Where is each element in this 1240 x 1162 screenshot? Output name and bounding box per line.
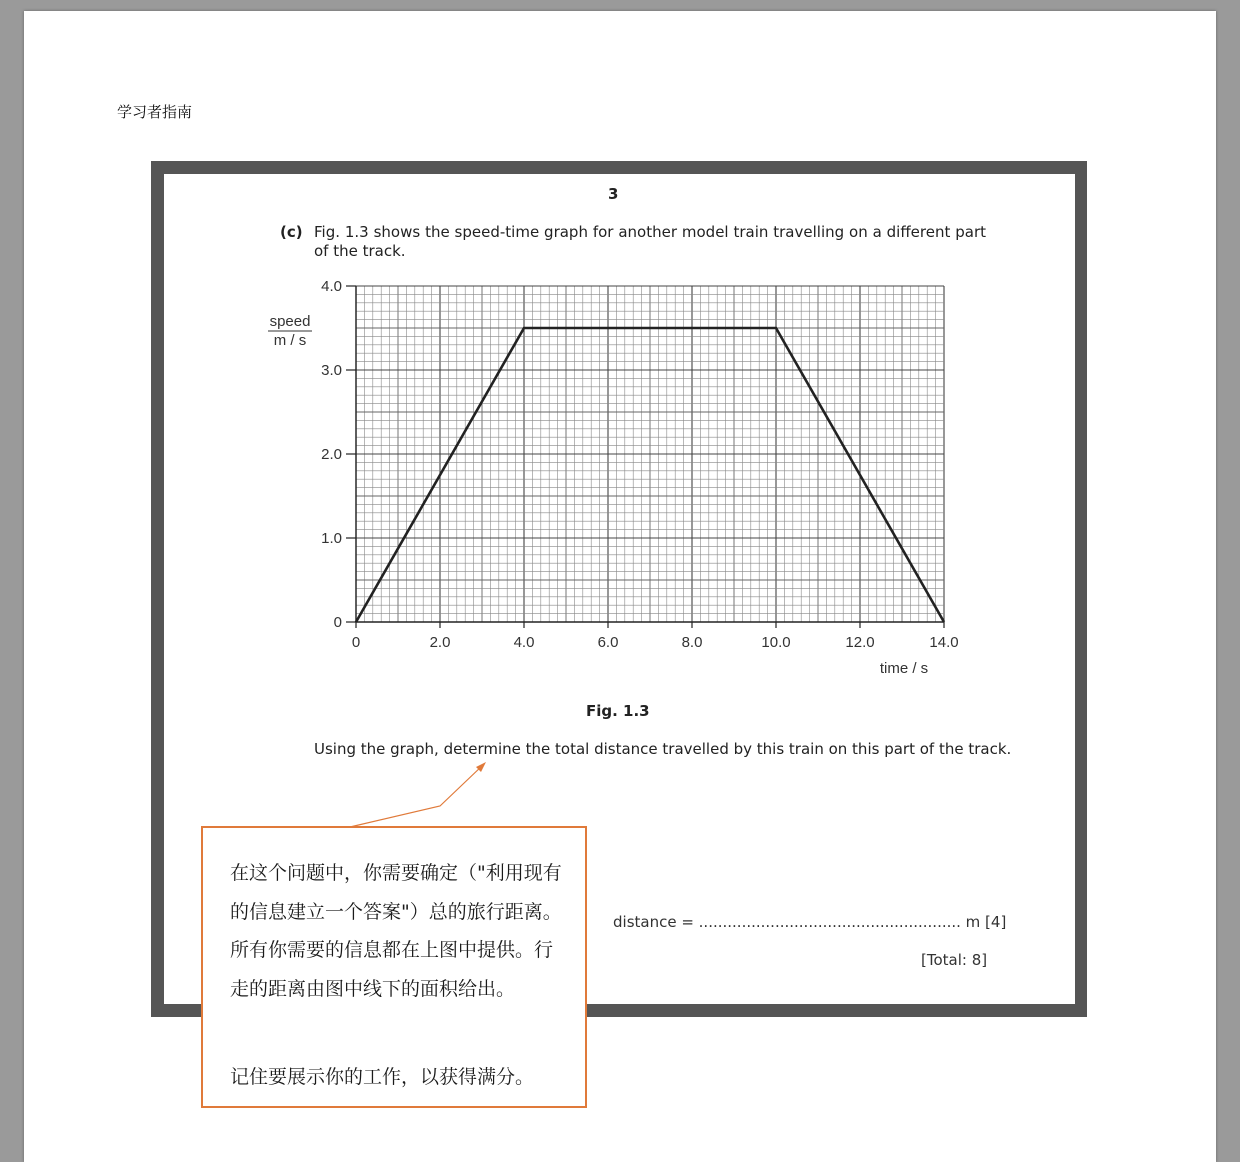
y-axis-label-numerator: speed	[269, 313, 311, 330]
total-marks: [Total: 8]	[921, 951, 988, 969]
x-tick-label: 0	[351, 634, 361, 651]
callout-paragraph-1: 在这个问题中，你需要确定（"利用现有的信息建立一个答案"）总的旅行距离。所有你需要的信息都在上图中提供。行走的距离由图中线下的面积给出。	[230, 862, 562, 1000]
callout-pointer-line	[350, 765, 483, 827]
exam-page-number: 3	[608, 185, 619, 203]
x-tick-label: 8.0	[681, 634, 703, 651]
y-tick-label: 3.0	[321, 362, 342, 379]
question-instruction: Using the graph, determine the total distance travelled by this train on this part of the track.	[314, 740, 1012, 758]
question-text: Fig. 1.3 shows the speed-time graph for another model train travelling on a different part of the track.	[314, 223, 986, 260]
question-label: (c)	[280, 223, 303, 241]
y-tick-label: 0	[333, 614, 342, 631]
x-tick-label: 14.0	[929, 634, 959, 651]
x-tick-label: 10.0	[761, 634, 791, 651]
x-tick-label: 6.0	[597, 634, 619, 651]
y-axis-label-denominator: m / s	[273, 332, 307, 349]
answer-line: distance = ....................................................... m [4]	[613, 913, 1007, 931]
annotation-callout	[201, 826, 587, 1108]
x-tick-label: 12.0	[845, 634, 875, 651]
y-tick-label: 2.0	[321, 446, 342, 463]
x-tick-label: 2.0	[429, 634, 451, 651]
x-axis-label: time / s	[879, 660, 929, 677]
callout-paragraph-2: 记住要展示你的工作，以获得满分。	[230, 1066, 535, 1088]
page-header-title: 学习者指南	[117, 103, 193, 121]
x-tick-label: 4.0	[513, 634, 535, 651]
figure-caption: Fig. 1.3	[586, 702, 650, 720]
y-tick-label: 4.0	[321, 278, 342, 295]
y-tick-label: 1.0	[321, 530, 342, 547]
